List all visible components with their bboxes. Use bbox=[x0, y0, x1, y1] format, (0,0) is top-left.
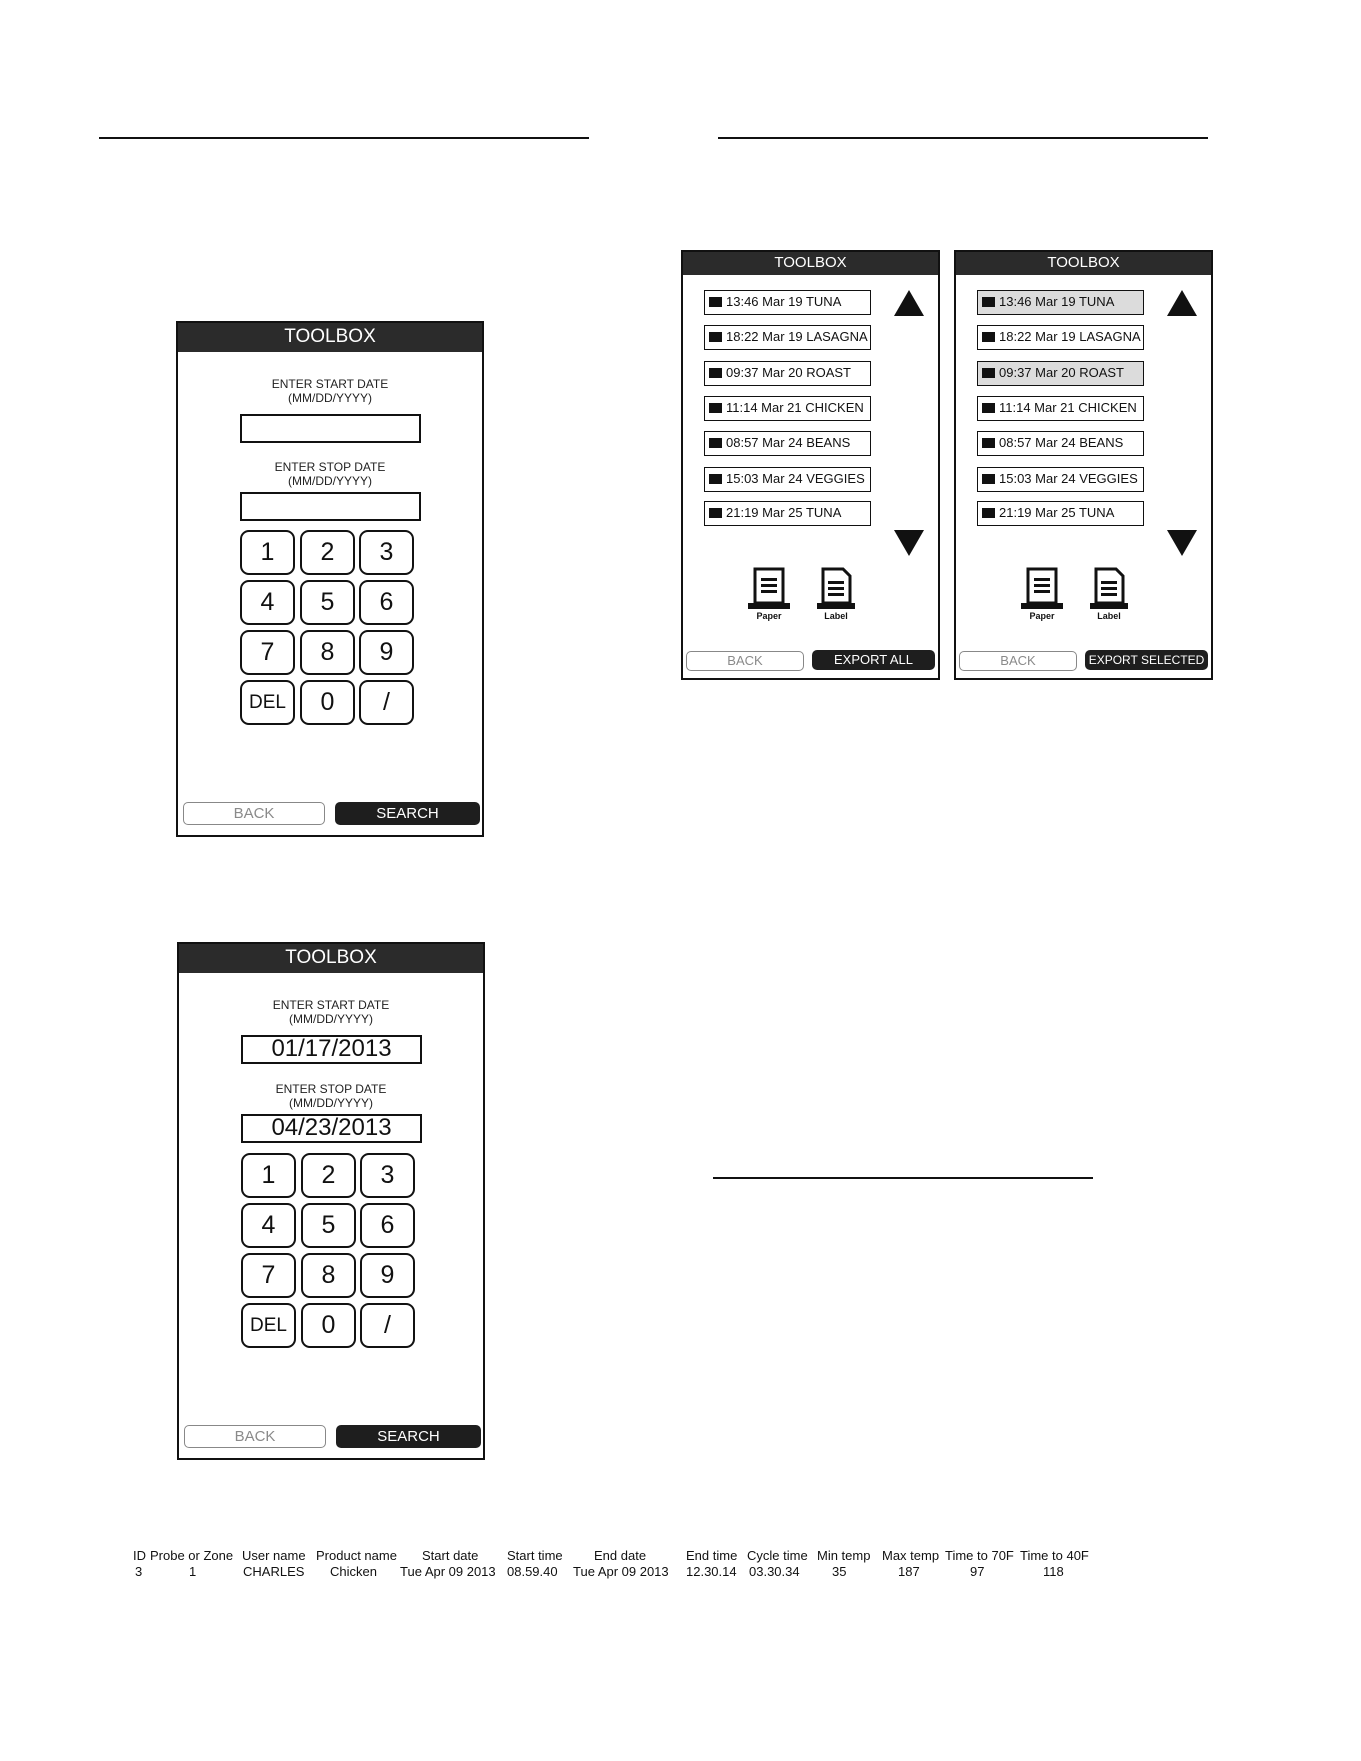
key-5[interactable]: 5 bbox=[301, 1203, 356, 1248]
header-time-to-40f: Time to 40F bbox=[1020, 1548, 1089, 1563]
checkbox-square-icon bbox=[709, 297, 722, 307]
checkbox-square-icon bbox=[709, 508, 722, 518]
key-5[interactable]: 5 bbox=[300, 580, 355, 625]
key-del[interactable]: DEL bbox=[240, 680, 295, 725]
start-date-format-hint: (MM/DD/YYYY) bbox=[289, 1012, 373, 1026]
back-button[interactable]: BACK bbox=[184, 1425, 326, 1448]
stop-date-format-hint: (MM/DD/YYYY) bbox=[288, 474, 372, 488]
search-button[interactable]: SEARCH bbox=[335, 802, 480, 825]
cell-cycle-time: 03.30.34 bbox=[749, 1564, 800, 1579]
scroll-up-arrow-icon[interactable] bbox=[1167, 290, 1197, 316]
list-item-label: 18:22 Mar 19 LASAGNA bbox=[999, 329, 1141, 344]
cell-time-to-40f: 118 bbox=[1043, 1564, 1064, 1579]
key-slash[interactable]: / bbox=[359, 680, 414, 725]
cell-max-temp: 187 bbox=[898, 1564, 920, 1579]
export-all-button[interactable]: EXPORT ALL bbox=[812, 650, 935, 670]
list-item-label: 08:57 Mar 24 BEANS bbox=[999, 435, 1124, 450]
list-item-label: 21:19 Mar 25 TUNA bbox=[726, 505, 842, 520]
header-probe-or-zone: Probe or Zone bbox=[150, 1548, 234, 1563]
cell-start-time: 08.59.40 bbox=[507, 1564, 558, 1579]
list-item[interactable] bbox=[977, 396, 1144, 421]
key-6[interactable]: 6 bbox=[359, 580, 414, 625]
checkbox-square-icon bbox=[982, 297, 995, 307]
header-product-name: Product name bbox=[316, 1548, 397, 1563]
paper-printer-icon[interactable] bbox=[1019, 567, 1065, 611]
key-7[interactable]: 7 bbox=[240, 630, 295, 675]
cell-user-name: CHARLES bbox=[243, 1564, 305, 1579]
header-cycle-time: Cycle time bbox=[747, 1548, 808, 1563]
paper-label: Paper bbox=[756, 611, 782, 621]
list-item-label: 18:22 Mar 19 LASAGNA bbox=[726, 329, 868, 344]
key-4[interactable]: 4 bbox=[241, 1203, 296, 1248]
back-button[interactable]: BACK bbox=[686, 651, 804, 671]
cell-id: 3 bbox=[135, 1564, 143, 1579]
key-7[interactable]: 7 bbox=[241, 1253, 296, 1298]
list-item-label: 13:46 Mar 19 TUNA bbox=[726, 294, 842, 309]
list-item-label: 08:57 Mar 24 BEANS bbox=[726, 435, 851, 450]
header-end-date: End date bbox=[594, 1548, 647, 1563]
list-item-label: 11:14 Mar 21 CHICKEN bbox=[726, 400, 864, 415]
list-item[interactable] bbox=[704, 467, 871, 492]
list-item[interactable] bbox=[704, 501, 871, 526]
list-item-selected[interactable] bbox=[977, 361, 1144, 386]
start-date-input[interactable] bbox=[240, 414, 421, 443]
date-search-panel-empty bbox=[176, 321, 484, 837]
header-min-temp: Min temp bbox=[817, 1548, 871, 1563]
key-1[interactable]: 1 bbox=[240, 530, 295, 575]
checkbox-square-icon bbox=[709, 332, 722, 342]
label-printer-icon[interactable] bbox=[813, 567, 859, 611]
checkbox-square-icon bbox=[982, 403, 995, 413]
list-item[interactable] bbox=[704, 396, 871, 421]
cell-product-name: Chicken bbox=[330, 1564, 377, 1579]
checkbox-square-icon bbox=[982, 438, 995, 448]
list-item[interactable] bbox=[704, 361, 871, 386]
cell-end-date: Tue Apr 09 2013 bbox=[573, 1564, 669, 1579]
stop-date-format-hint: (MM/DD/YYYY) bbox=[289, 1096, 373, 1110]
header-user-name: User name bbox=[242, 1548, 306, 1563]
cell-end-time: 12.30.14 bbox=[686, 1564, 737, 1579]
list-item-label: 09:37 Mar 20 ROAST bbox=[726, 365, 851, 380]
checkbox-square-icon bbox=[709, 403, 722, 413]
key-9[interactable]: 9 bbox=[360, 1253, 415, 1298]
stop-date-input[interactable] bbox=[240, 492, 421, 521]
list-item[interactable] bbox=[977, 501, 1144, 526]
stop-date-label: ENTER STOP DATE bbox=[274, 460, 386, 474]
export-all-panel bbox=[681, 250, 940, 680]
checkbox-square-icon bbox=[709, 438, 722, 448]
back-button[interactable]: BACK bbox=[959, 651, 1077, 671]
label-printer-icon[interactable] bbox=[1086, 567, 1132, 611]
key-8[interactable]: 8 bbox=[301, 1253, 356, 1298]
key-1[interactable]: 1 bbox=[241, 1153, 296, 1198]
cell-probe-or-zone: 1 bbox=[189, 1564, 197, 1579]
list-item-label: 15:03 Mar 24 VEGGIES bbox=[726, 471, 865, 486]
list-item[interactable] bbox=[977, 467, 1144, 492]
start-date-input[interactable]: 01/17/2013 bbox=[241, 1035, 422, 1064]
label-label: Label bbox=[1097, 611, 1121, 621]
list-item-label: 21:19 Mar 25 TUNA bbox=[999, 505, 1115, 520]
panel-title: TOOLBOX bbox=[179, 944, 483, 973]
export-selected-panel bbox=[954, 250, 1213, 680]
key-slash[interactable]: / bbox=[360, 1303, 415, 1348]
back-button[interactable]: BACK bbox=[183, 802, 325, 825]
cell-time-to-70f: 97 bbox=[970, 1564, 985, 1579]
key-4[interactable]: 4 bbox=[240, 580, 295, 625]
scroll-down-arrow-icon[interactable] bbox=[1167, 530, 1197, 556]
list-item-label: 15:03 Mar 24 VEGGIES bbox=[999, 471, 1138, 486]
section-rule-middle bbox=[713, 1177, 1093, 1179]
list-item[interactable] bbox=[704, 325, 871, 350]
stop-date-label: ENTER STOP DATE bbox=[275, 1082, 387, 1096]
header-id: ID bbox=[133, 1548, 146, 1563]
key-6[interactable]: 6 bbox=[360, 1203, 415, 1248]
checkbox-square-icon bbox=[709, 368, 722, 378]
header-max-temp: Max temp bbox=[882, 1548, 940, 1563]
search-button[interactable]: SEARCH bbox=[336, 1425, 481, 1448]
start-date-label: ENTER START DATE bbox=[271, 377, 389, 391]
key-8[interactable]: 8 bbox=[300, 630, 355, 675]
date-search-panel-filled bbox=[177, 942, 485, 1460]
key-9[interactable]: 9 bbox=[359, 630, 414, 675]
paper-label: Paper bbox=[1029, 611, 1055, 621]
checkbox-square-icon bbox=[982, 368, 995, 378]
panel-title: TOOLBOX bbox=[683, 252, 938, 275]
list-item-selected[interactable] bbox=[977, 290, 1144, 315]
list-item-label: 13:46 Mar 19 TUNA bbox=[999, 294, 1115, 309]
header-time-to-70f: Time to 70F bbox=[945, 1548, 1014, 1563]
key-2[interactable]: 2 bbox=[301, 1153, 356, 1198]
cell-min-temp: 35 bbox=[832, 1564, 847, 1579]
section-rule-left bbox=[99, 137, 589, 139]
list-item-label: 11:14 Mar 21 CHICKEN bbox=[999, 400, 1137, 415]
label-label: Label bbox=[824, 611, 848, 621]
checkbox-square-icon bbox=[982, 474, 995, 484]
start-date-label: ENTER START DATE bbox=[272, 998, 390, 1012]
checkbox-square-icon bbox=[982, 508, 995, 518]
checkbox-square-icon bbox=[709, 474, 722, 484]
panel-title: TOOLBOX bbox=[178, 323, 482, 352]
export-selected-button[interactable]: EXPORT SELECTED bbox=[1085, 650, 1208, 670]
paper-printer-icon[interactable] bbox=[746, 567, 792, 611]
list-item[interactable] bbox=[704, 431, 871, 456]
key-2[interactable]: 2 bbox=[300, 530, 355, 575]
list-item-label: 09:37 Mar 20 ROAST bbox=[999, 365, 1124, 380]
header-end-time: End time bbox=[686, 1548, 738, 1563]
scroll-up-arrow-icon[interactable] bbox=[894, 290, 924, 316]
key-3[interactable]: 3 bbox=[359, 530, 414, 575]
section-rule-right bbox=[718, 137, 1208, 139]
start-date-format-hint: (MM/DD/YYYY) bbox=[288, 391, 372, 405]
key-3[interactable]: 3 bbox=[360, 1153, 415, 1198]
key-del[interactable]: DEL bbox=[241, 1303, 296, 1348]
header-start-date: Start date bbox=[422, 1548, 479, 1563]
scroll-down-arrow-icon[interactable] bbox=[894, 530, 924, 556]
list-item[interactable] bbox=[977, 431, 1144, 456]
key-0[interactable]: 0 bbox=[301, 1303, 356, 1348]
checkbox-square-icon bbox=[982, 332, 995, 342]
panel-title: TOOLBOX bbox=[956, 252, 1211, 275]
cell-start-date: Tue Apr 09 2013 bbox=[400, 1564, 496, 1579]
key-0[interactable]: 0 bbox=[300, 680, 355, 725]
header-start-time: Start time bbox=[507, 1548, 563, 1563]
list-item[interactable] bbox=[977, 325, 1144, 350]
stop-date-input[interactable]: 04/23/2013 bbox=[241, 1114, 422, 1143]
list-item[interactable] bbox=[704, 290, 871, 315]
